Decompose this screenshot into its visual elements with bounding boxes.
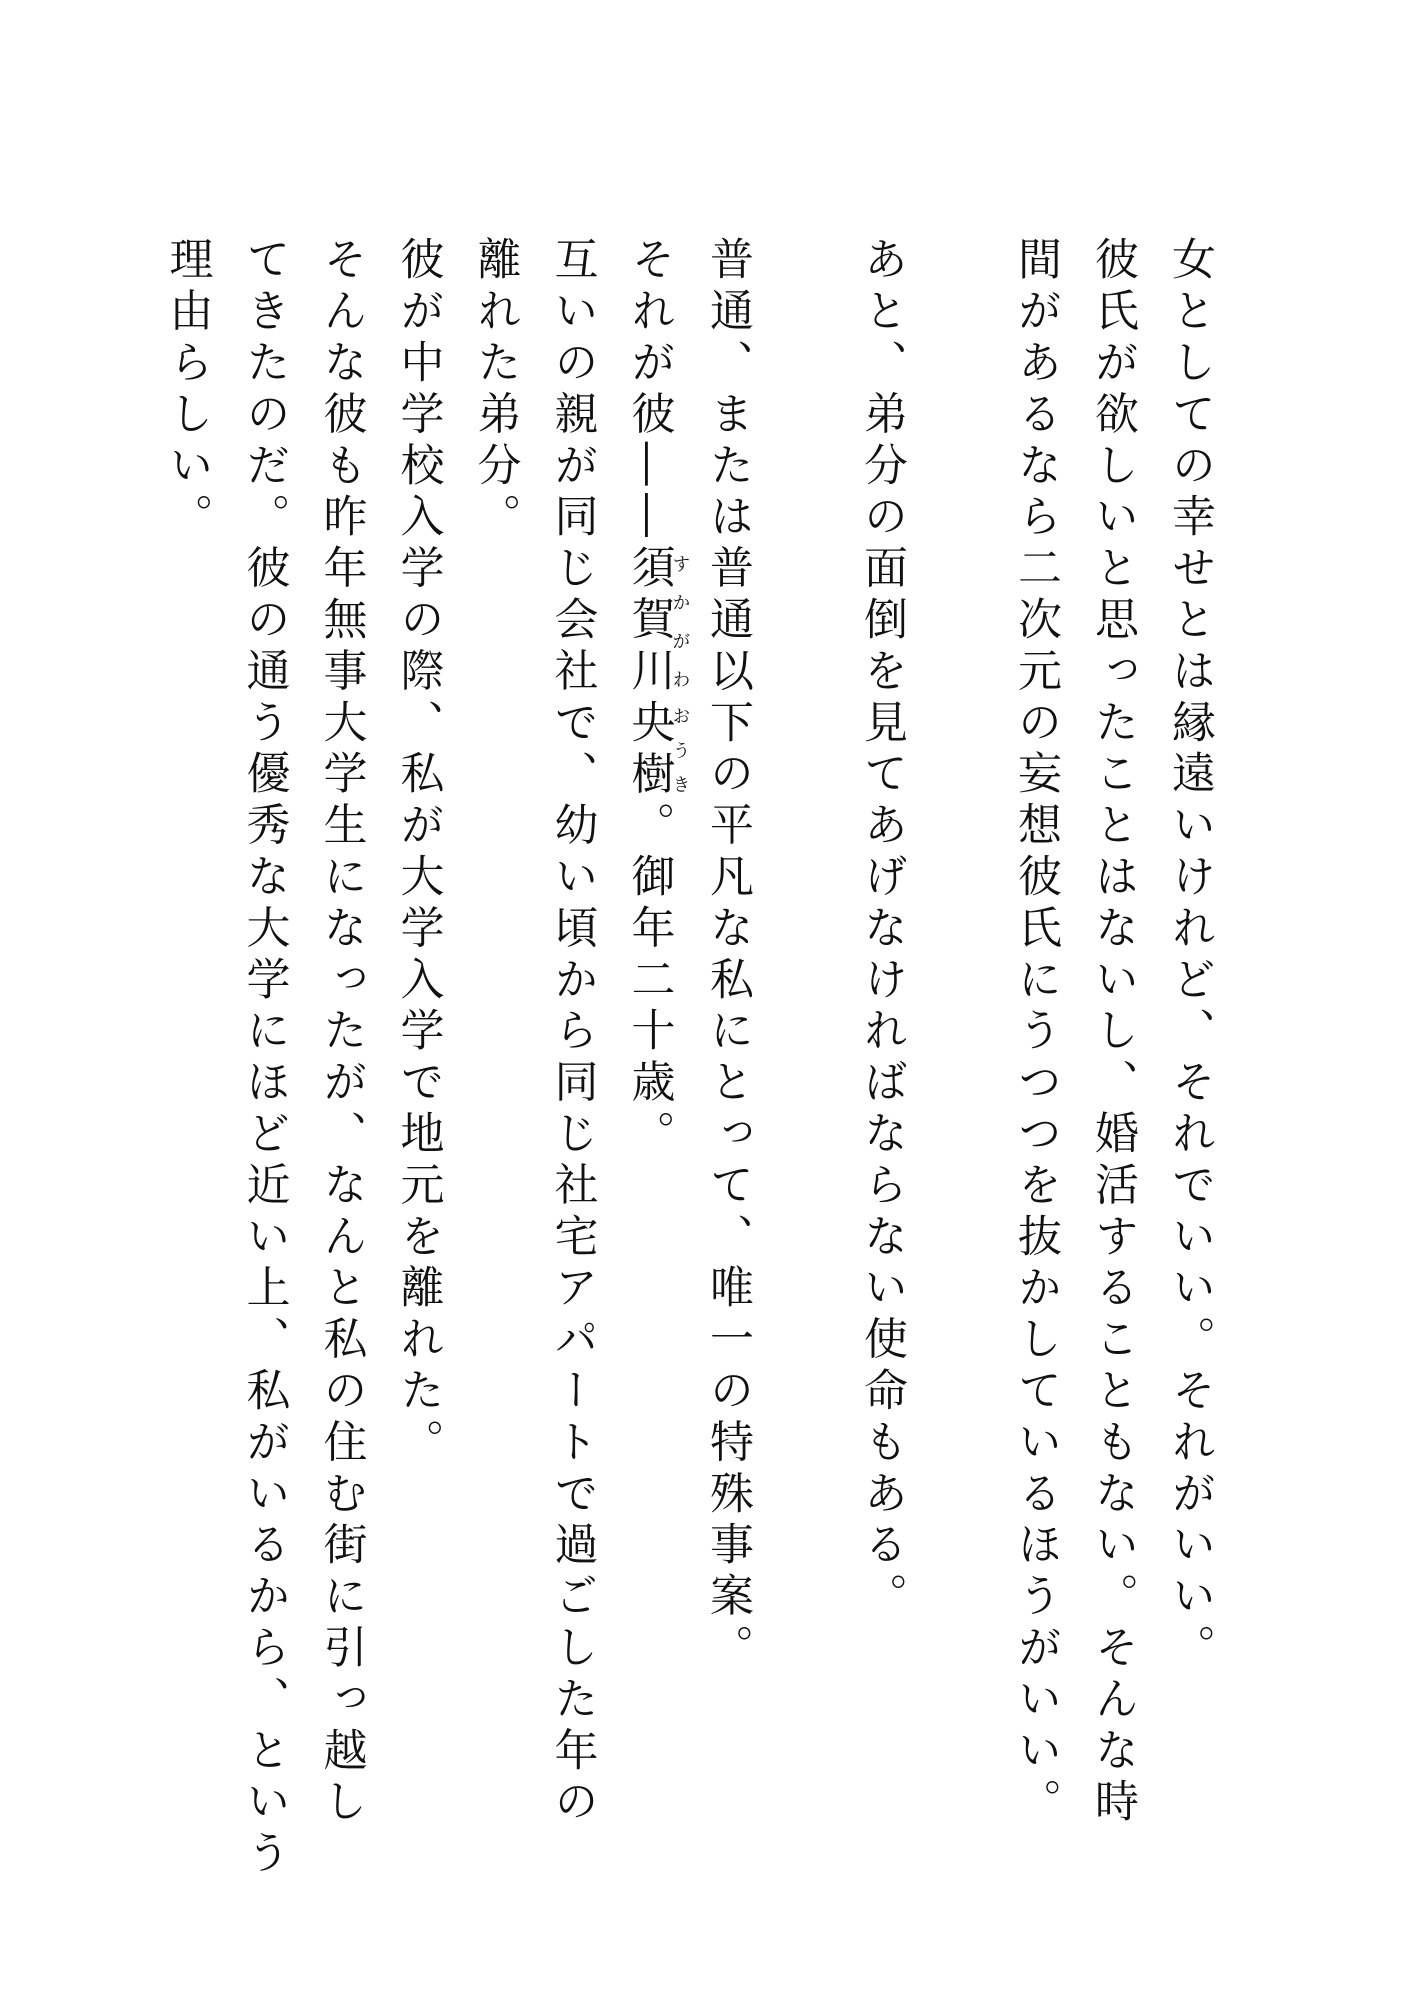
text-line-7: 互いの親が同じ会社で、幼い頃から同じ社宅アパートで過ごした年の: [546, 236, 598, 1830]
text-line-9: 彼が中学校入学の際、私が大学入学で地元を離れた。: [392, 236, 444, 1470]
blank-line: [920, 236, 997, 1876]
surname: 須賀川: [623, 544, 675, 699]
text-line-10: そんな彼も昨年無事大学生になったが、なんと私の住む街に引っ越し: [315, 236, 367, 1830]
text-line-2: 彼氏が欲しいと思ったことはないし、婚活することもない。そんな時: [1087, 236, 1138, 1830]
text-line-6-after: 。御年二十歳。: [623, 801, 675, 1162]
text-line-8: 離れた弟分。: [469, 236, 521, 545]
text-line-11: てきたのだ。彼の通う優秀な大学にほど近い上、私がいるから、という: [238, 236, 290, 1881]
blank-line: [766, 236, 843, 1876]
text-line-6: [611, 236, 690, 1876]
given-name: 央樹: [623, 698, 675, 802]
text-line-1: 女としての幸せとは縁遠いけれど、それでいい。それがいい。: [1164, 236, 1215, 1676]
given-name-ruby: おうき: [669, 698, 691, 802]
ruby-given-name: [623, 698, 691, 802]
text-line-5: 普通、または普通以下の平凡な私にとって、唯一の特殊事案。: [702, 236, 753, 1676]
surname-ruby: すかがわ: [669, 544, 691, 699]
text-line-4: あと、弟分の面倒を見てあげなければならない使命もある。: [856, 236, 907, 1624]
text-line-3: 間があるなら二次元の妄想彼氏にうつつを抜かしているほうがいい。: [1010, 236, 1061, 1830]
text-line-6-before: それが彼――: [623, 236, 675, 545]
text-line-12: 理由らしい。: [161, 236, 213, 545]
ruby-surname: [623, 544, 691, 699]
vertical-text-block: [149, 236, 1229, 1881]
